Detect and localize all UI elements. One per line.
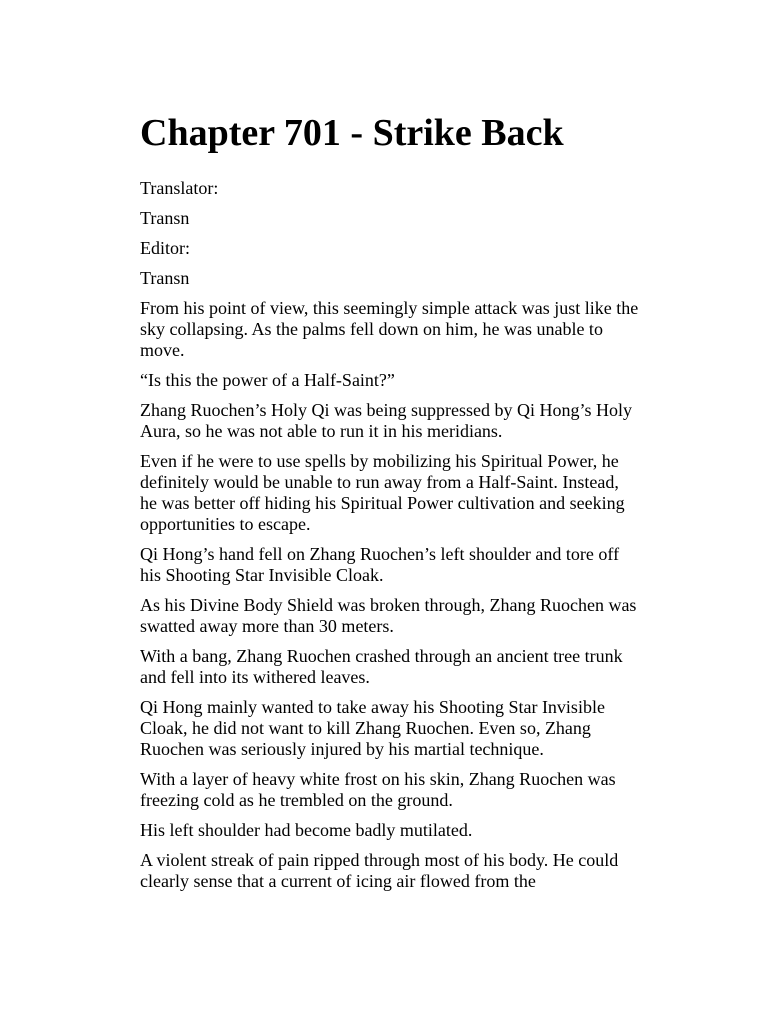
chapter-title: Chapter 701 - Strike Back: [140, 112, 564, 154]
paragraph: Qi Hong mainly wanted to take away his Shooting Star Invisible Cloak, he did not want to kill Zhang Ruochen. Even so, Zhang Ruochen was seriously injured by his martial technique.: [140, 697, 605, 759]
translator-label: Translator:: [140, 178, 219, 198]
translator-name: Transn: [140, 208, 190, 228]
paragraph: With a bang, Zhang Ruochen crashed through an ancient tree trunk and fell into its withered leaves.: [140, 646, 623, 687]
paragraph: Zhang Ruochen’s Holy Qi was being suppressed by Qi Hong’s Holy Aura, so he was not able to run it in his meridians.: [140, 400, 632, 441]
paragraph: His left shoulder had become badly mutilated.: [140, 820, 473, 840]
paragraph: Even if he were to use spells by mobilizing his Spiritual Power, he definitely would be unable to run away from a Half-Saint. Instead, he was better off hiding his Spiritual Power cultivation and seeking opportunities to escape.: [140, 451, 625, 534]
document-page: [140, 110, 640, 901]
paragraph: With a layer of heavy white frost on his skin, Zhang Ruochen was freezing cold as he trembled on the ground.: [140, 769, 616, 810]
paragraph: Qi Hong’s hand fell on Zhang Ruochen’s left shoulder and tore off his Shooting Star Invisible Cloak.: [140, 544, 620, 585]
editor-name: Transn: [140, 268, 190, 288]
paragraph: “Is this the power of a Half-Saint?”: [140, 370, 395, 390]
editor-label: Editor:: [140, 238, 190, 258]
paragraph: From his point of view, this seemingly simple attack was just like the sky collapsing. As the palms fell down on him, he was unable to move.: [140, 298, 639, 360]
paragraph: As his Divine Body Shield was broken through, Zhang Ruochen was swatted away more than 30 meters.: [140, 595, 637, 636]
paragraph: A violent streak of pain ripped through most of his body. He could clearly sense that a current of icing air flowed from the: [140, 850, 619, 891]
